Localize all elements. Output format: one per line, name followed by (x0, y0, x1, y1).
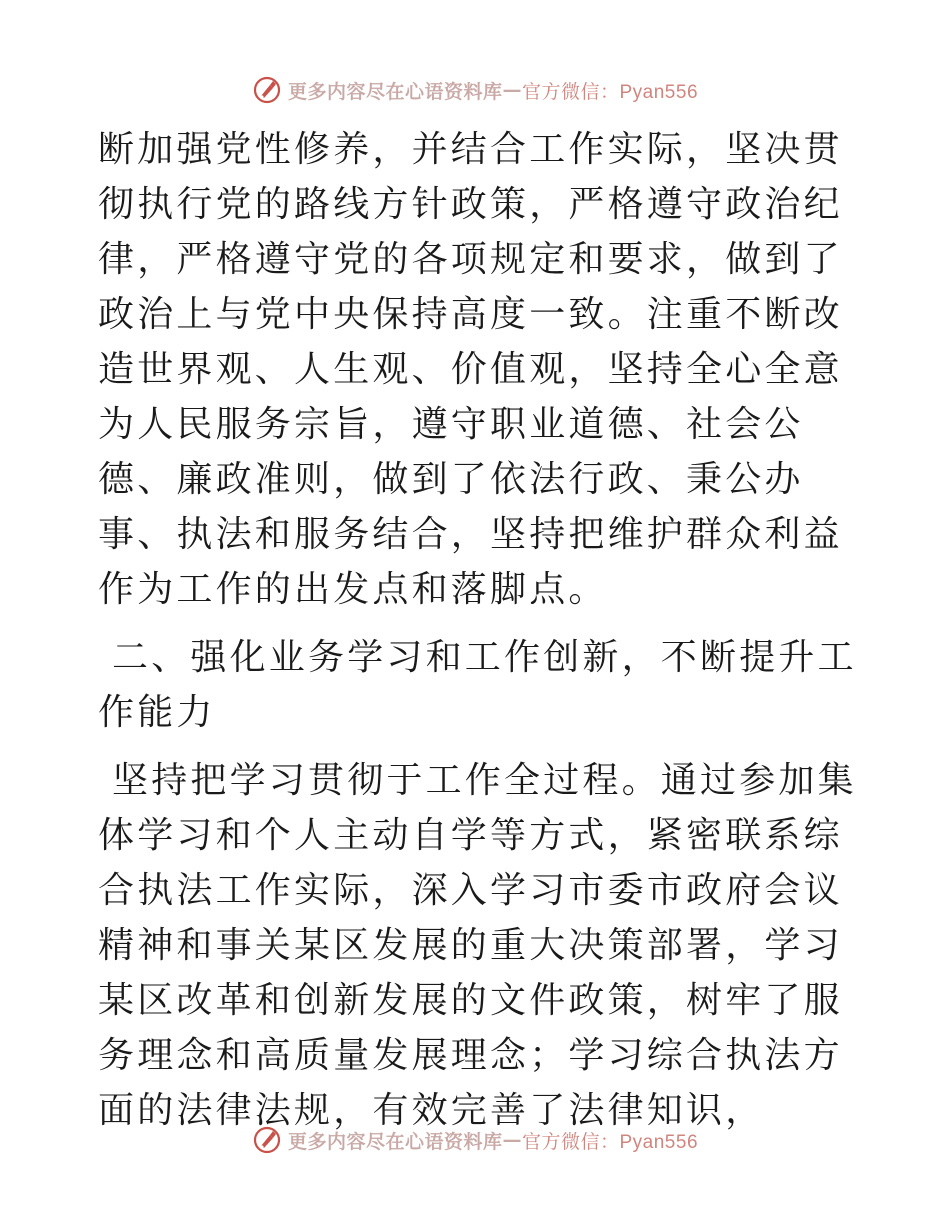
wechat-contact-text: 官方微信：Pyan556 (522, 1131, 699, 1153)
pen-logo-icon (252, 75, 282, 105)
document-body (98, 122, 858, 1138)
header-watermark-banner (0, 70, 950, 110)
promo-text: 更多内容尽在心语资料库 (287, 1130, 503, 1153)
promo-dash: — (502, 79, 522, 101)
promo-text: 更多内容尽在心语资料库 (287, 80, 503, 103)
promo-dash: — (502, 1129, 522, 1151)
wechat-contact-text: 官方微信：Pyan556 (522, 81, 699, 103)
section-heading: 二、强化业务学习和工作创新，不断提升工作能力 (98, 637, 857, 733)
paragraph-1: 断加强党性修养，并结合工作实际，坚决贯彻执行党的路线方针政策，严格遵守政治纪律，严格遵守党的各项规定和要求，做到了政治上与党中央保持高度一致。注重不断改造世界观、人生观、价值观，坚持全心全意为人民服务宗旨，遵守职业道德、社会公德、廉政准则，做到了依法行政、秉公办事、执法和服务结合，坚持把维护群众利益作为工作的出发点和落脚点。 (98, 129, 843, 610)
pen-logo-icon (252, 1125, 282, 1155)
paragraph-2: 坚持把学习贯彻于工作全过程。通过参加集体学习和个人主动自学等方式，紧密联系综合执法工作实际，深入学习市委市政府会议精神和事关某区发展的重大决策部署，学习某区改革和创新发展的文件政策，树牢了服务理念和高质量发展理念；学习综合执法方面的法律法规，有效完善了法律知识， (98, 760, 857, 1131)
footer-watermark-banner (0, 1120, 950, 1160)
